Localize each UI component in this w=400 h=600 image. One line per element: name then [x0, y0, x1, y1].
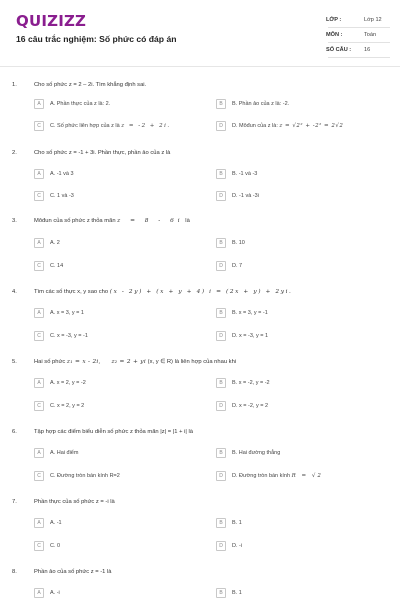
question-text-end: là [185, 218, 190, 224]
meta-underline [328, 27, 390, 28]
meta-label: SỐ CÂU : [326, 47, 352, 53]
meta-value: Lớp 12 [364, 17, 382, 23]
option-c[interactable] [34, 471, 204, 481]
option-b[interactable] [216, 169, 386, 179]
question-text: Cho số phức z = 2 – 2i. Tìm khẳng định sai. [34, 82, 147, 88]
question-number: 8. [12, 569, 17, 575]
option-checkbox[interactable]: A [34, 99, 44, 109]
option-label: B. -1 và -3 [232, 171, 258, 177]
option-b[interactable] [216, 448, 386, 458]
question-text-end: (x, y ∈ R) là liên hợp của nhau khi [147, 359, 237, 365]
option-label: D. x = -3, y = 1 [232, 333, 269, 339]
option-math: z = √2² + -2² = 2√2 [279, 123, 344, 129]
option-c[interactable] [34, 401, 204, 411]
option-a[interactable] [34, 99, 204, 109]
option-text: D. Môđun của z là: [232, 123, 278, 129]
option-d[interactable] [216, 471, 386, 481]
question-number: 1. [12, 82, 17, 88]
question-text: Tập hợp các điểm biểu diễn số phức z thỏa mãn |z| = |1 + i| là [34, 429, 194, 435]
option-a[interactable] [34, 169, 204, 179]
option-label [50, 123, 171, 129]
option-c[interactable] [34, 191, 204, 201]
option-label: B. x = -2, y = -2 [232, 380, 270, 386]
option-a[interactable] [34, 308, 204, 318]
option-label: A. -1 [50, 520, 62, 526]
option-label: A. x = 3, y = 1 [50, 310, 84, 316]
option-text: C. Số phức liên hợp của z là [50, 123, 120, 129]
option-checkbox[interactable]: D [216, 191, 226, 201]
option-checkbox[interactable]: D [216, 331, 226, 341]
option-checkbox[interactable]: A [34, 378, 44, 388]
option-label: A. 2 [50, 240, 60, 246]
option-checkbox[interactable]: B [216, 99, 226, 109]
option-d[interactable] [216, 331, 386, 341]
meta-label: LỚP : [326, 17, 342, 23]
option-checkbox[interactable]: C [34, 471, 44, 481]
option-checkbox[interactable]: B [216, 448, 226, 458]
question-number: 5. [12, 359, 17, 365]
quizizz-logo: QUIZIZZ [16, 12, 87, 30]
question-text [34, 218, 190, 224]
option-c[interactable] [34, 541, 204, 551]
option-label: B. 1 [232, 520, 242, 526]
option-checkbox[interactable]: B [216, 169, 226, 179]
option-label: A. -1 và 3 [50, 171, 74, 177]
meta-label: MÔN : [326, 32, 343, 38]
header-divider [0, 66, 400, 67]
question-text-start: Hai số phức [34, 359, 66, 365]
option-label: B. 1 [232, 590, 242, 596]
option-checkbox[interactable]: B [216, 308, 226, 318]
option-checkbox[interactable]: C [34, 121, 44, 131]
question-math: z₁ = x - 2i, z₂ = 2 + yi [66, 359, 147, 365]
option-label: D. x = -2, y = 2 [232, 403, 269, 409]
option-checkbox[interactable]: A [34, 238, 44, 248]
option-b[interactable] [216, 588, 386, 598]
option-label: C. 1 và -3 [50, 193, 74, 199]
meta-underline [328, 42, 390, 43]
option-a[interactable] [34, 518, 204, 528]
option-checkbox[interactable]: B [216, 518, 226, 528]
option-checkbox[interactable]: D [216, 121, 226, 131]
question-number: 7. [12, 499, 17, 505]
option-label: C. 0 [50, 543, 61, 549]
meta-underline [328, 57, 390, 58]
option-math: z = -2 + 2i. [121, 123, 171, 129]
option-math: R = √2 [291, 473, 323, 479]
question-number: 4. [12, 289, 17, 295]
meta-value: 16 [364, 47, 371, 53]
option-checkbox[interactable]: C [34, 401, 44, 411]
option-b[interactable] [216, 99, 386, 109]
option-d[interactable] [216, 541, 386, 551]
option-label: B. Hai đường thẳng [232, 450, 281, 456]
option-label: B. 10 [232, 240, 245, 246]
option-checkbox[interactable]: D [216, 261, 226, 271]
option-b[interactable] [216, 308, 386, 318]
option-a[interactable] [34, 378, 204, 388]
question-number: 3. [12, 218, 17, 224]
question-text [34, 359, 236, 365]
option-checkbox[interactable]: A [34, 448, 44, 458]
option-a[interactable] [34, 588, 204, 598]
option-c[interactable] [34, 261, 204, 271]
option-a[interactable] [34, 238, 204, 248]
option-a[interactable] [34, 448, 204, 458]
option-label [232, 473, 323, 479]
option-d[interactable] [216, 261, 386, 271]
option-checkbox[interactable]: B [216, 238, 226, 248]
option-label: C. x = 2, y = 2 [50, 403, 85, 409]
option-b[interactable] [216, 378, 386, 388]
option-d[interactable] [216, 401, 386, 411]
option-label: D. -1 và -3i [232, 193, 259, 199]
page-title: 16 câu trắc nghiệm: Số phức có đáp án [16, 34, 177, 44]
question-text-start: Tìm các số thực x, y sao cho [34, 289, 109, 295]
meta-value: Toán [364, 32, 377, 38]
option-checkbox[interactable]: B [216, 378, 226, 388]
option-c[interactable] [34, 121, 204, 131]
option-checkbox[interactable]: A [34, 518, 44, 528]
option-label: A. x = 2, y = -2 [50, 380, 86, 386]
question-math: z = 8 - 6i [117, 218, 184, 224]
option-checkbox[interactable]: A [34, 169, 44, 179]
option-d[interactable] [216, 121, 386, 131]
question-text: Cho số phức z = -1 + 3i. Phần thực, phần ảo của z là [34, 150, 171, 156]
option-label: B. Phần ảo của z là: -2. [232, 101, 290, 107]
option-label: C. Đường tròn bán kính R=2 [50, 473, 120, 479]
option-checkbox[interactable]: B [216, 588, 226, 598]
option-label: C. 14 [50, 263, 64, 269]
option-label: A. Hai điểm [50, 450, 79, 456]
question-number: 6. [12, 429, 17, 435]
option-d[interactable] [216, 191, 386, 201]
option-label: D. -i [232, 543, 243, 549]
question-number: 2. [12, 150, 17, 156]
question-text [34, 289, 292, 295]
option-checkbox[interactable]: C [34, 541, 44, 551]
option-checkbox[interactable]: A [34, 308, 44, 318]
option-b[interactable] [216, 238, 386, 248]
question-math: (x - 2y) + (x + y + 4) i = (2x + y) + 2yi. [109, 289, 293, 295]
option-b[interactable] [216, 518, 386, 528]
option-label: A. Phần thực của z là: 2. [50, 101, 111, 107]
option-text: D. Đường tròn bán kính [232, 473, 291, 479]
option-label: A. -i [50, 590, 60, 596]
option-checkbox[interactable]: C [34, 331, 44, 341]
question-text-start: Môđun của số phức z thỏa mãn [34, 218, 116, 224]
option-checkbox[interactable]: A [34, 588, 44, 598]
option-checkbox[interactable]: D [216, 401, 226, 411]
question-text: Phần ảo của số phức z = -1 là [34, 569, 112, 575]
option-label: D. 7 [232, 263, 243, 269]
option-label: B. x = 3, y = -1 [232, 310, 268, 316]
option-checkbox[interactable]: D [216, 541, 226, 551]
option-c[interactable] [34, 331, 204, 341]
option-checkbox[interactable]: C [34, 191, 44, 201]
option-label [232, 123, 343, 129]
option-checkbox[interactable]: C [34, 261, 44, 271]
document-header [0, 0, 400, 66]
question-text: Phần thực của số phức z = -i là [34, 499, 115, 505]
option-checkbox[interactable]: D [216, 471, 226, 481]
option-label: C. x = -3, y = -1 [50, 333, 88, 339]
